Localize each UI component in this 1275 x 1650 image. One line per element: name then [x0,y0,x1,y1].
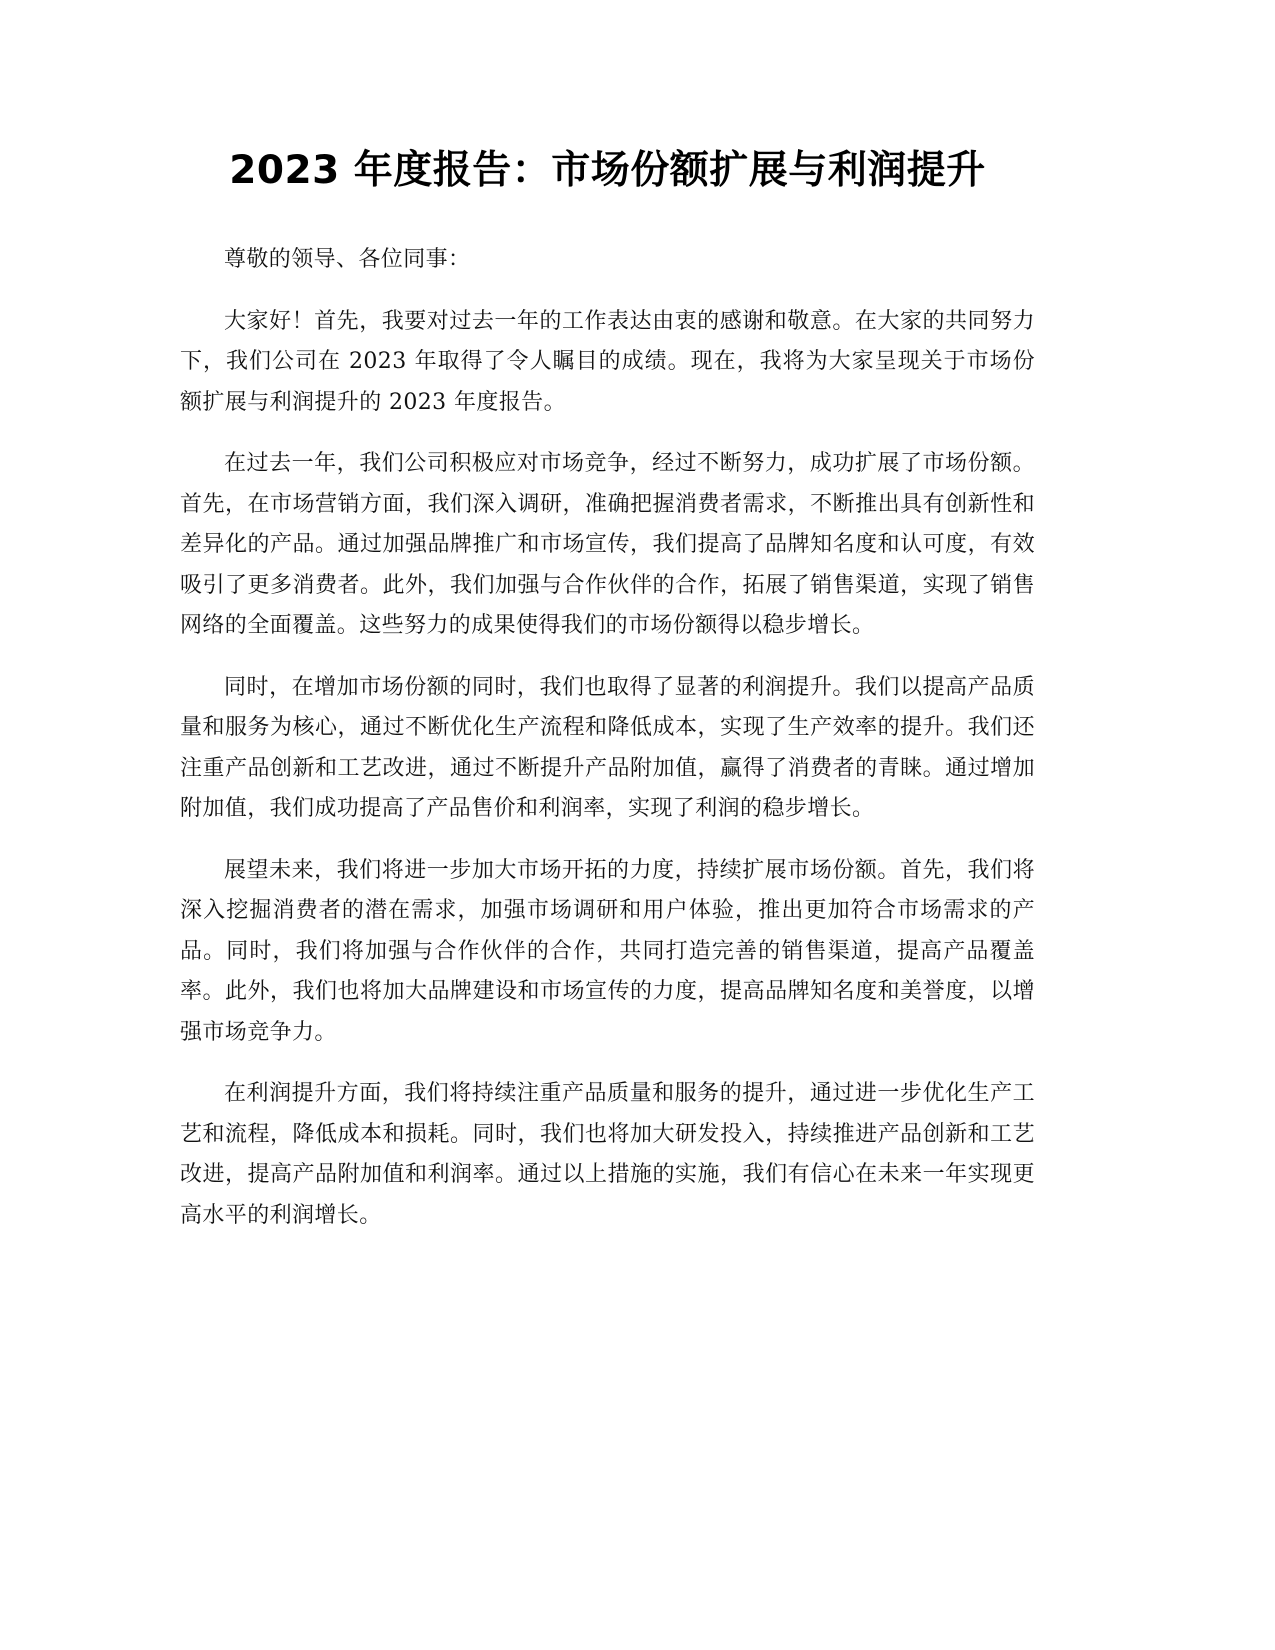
document-title: 2023 年度报告：市场份额扩展与利润提升 [229,148,986,193]
market-share-paragraph: 在过去一年，我们公司积极应对市场竞争，经过不断努力，成功扩展了市场份额。首先，在市场营销方面，我们深入调研，准确把握消费者需求，不断推出具有创新性和差异化的产品。通过加强品牌推广和市场宣传，我们提高了品牌知名度和认可度，有效吸引了更多消费者。此外，我们加强与合作伙伴的合作，拓展了销售渠道，实现了销售网络的全面覆盖。这些努力的成果使得我们的市场份额得以稳步增长。 [180,451,1035,638]
greeting-paragraph: 尊敬的领导、各位同事： [224,247,471,272]
document-page [180,140,1035,1257]
intro-paragraph: 大家好！首先，我要对过去一年的工作表达由衷的感谢和敬意。在大家的共同努力下，我们公司在 2023 年取得了令人瞩目的成绩。现在，我将为大家呈现关于市场份额扩展与利润提升的 2023 年度报告。 [180,308,1035,415]
outlook-paragraph: 展望未来，我们将进一步加大市场开拓的力度，持续扩展市场份额。首先，我们将深入挖掘消费者的潜在需求，加强市场调研和用户体验，推出更加符合市场需求的产品。同时，我们将加强与合作伙伴的合作，共同打造完善的销售渠道，提高产品覆盖率。此外，我们也将加大品牌建设和市场宣传的力度，提高品牌知名度和美誉度，以增强市场竞争力。 [180,857,1035,1045]
profit-paragraph: 同时，在增加市场份额的同时，我们也取得了显著的利润提升。我们以提高产品质量和服务为核心，通过不断优化生产流程和降低成本，实现了生产效率的提升。我们还注重产品创新和工艺改进，通过不断提升产品附加值，赢得了消费者的青睐。通过增加附加值，我们成功提高了产品售价和利润率，实现了利润的稳步增长。 [180,674,1035,821]
profit-plan-paragraph: 在利润提升方面，我们将持续注重产品质量和服务的提升，通过进一步优化生产工艺和流程，降低成本和损耗。同时，我们也将加大研发投入，持续推进产品创新和工艺改进，提高产品附加值和利润率。通过以上措施的实施，我们有信心在未来一年实现更高水平的利润增长。 [180,1081,1035,1228]
